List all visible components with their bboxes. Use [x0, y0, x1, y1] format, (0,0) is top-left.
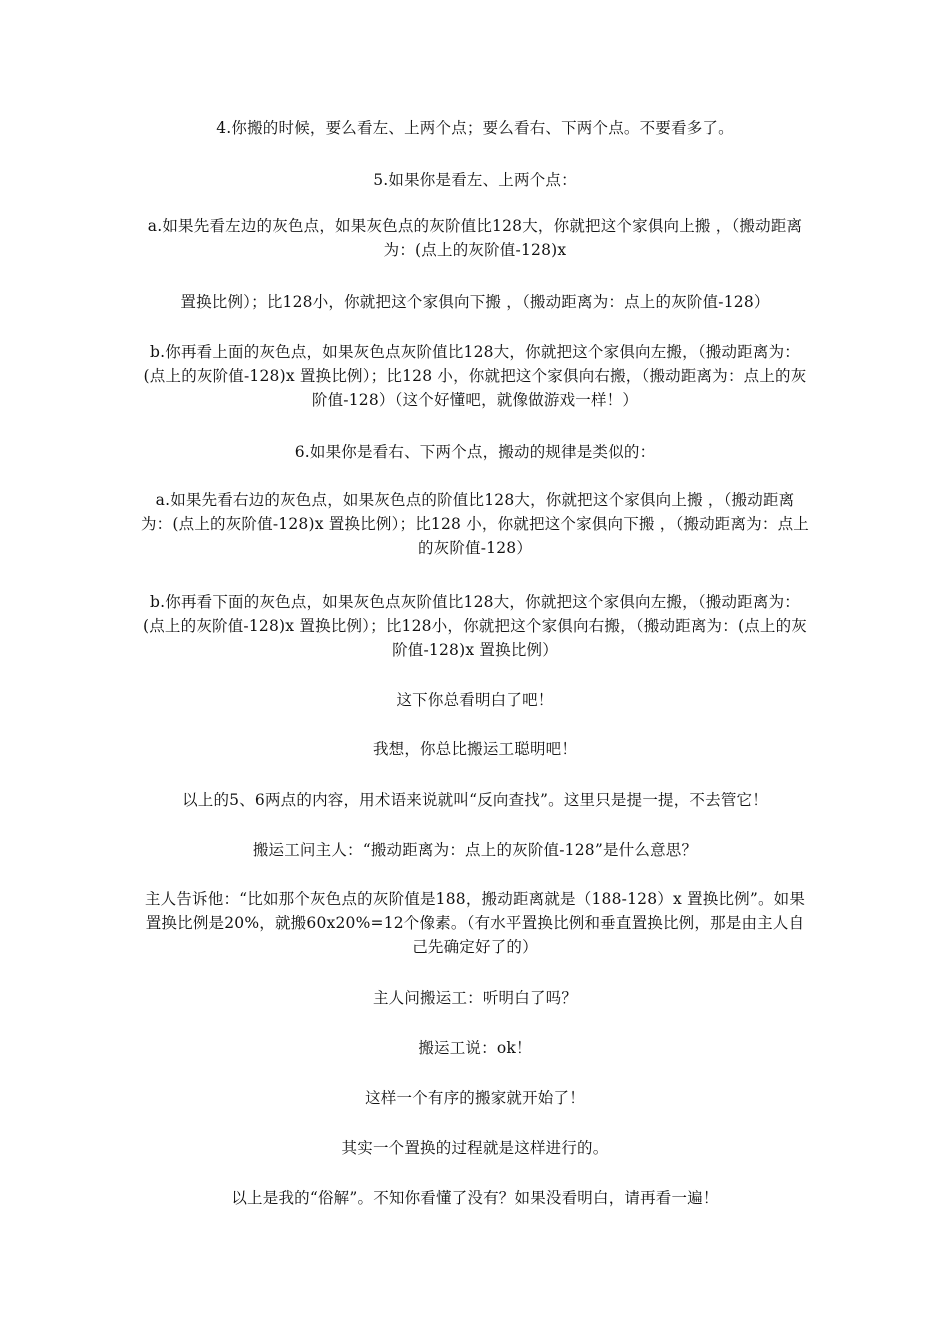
paragraph-master-asks: 主人问搬运工：听明白了吗？ [372, 989, 578, 1007]
paragraph-step-5b: b.你再看上面的灰色点，如果灰色点灰阶值比128大，你就把这个家俱向左搬，（搬动距离为：(点上的灰阶值-128)x 置换比例）；比128 小，你就把这个家俱向右搬，（搬动距离为：点上的灰阶值-128）（这个好懂吧，就像做游戏一样！） [143, 343, 807, 409]
paragraph-reverse-lookup: 以上的5、6两点的内容，用术语来说就叫“反向查找”。这里只是提一提，不去管它！ [182, 791, 768, 809]
paragraph-step-6: 6.如果你是看右、下两个点，搬动的规律是类似的： [294, 443, 656, 461]
paragraph-worker-ok: 搬运工说：ok！ [418, 1039, 532, 1057]
paragraph-step-5a: a.如果先看左边的灰色点，如果灰色点的灰阶值比128大，你就把这个家俱向上搬 ，（搬动距离为：(点上的灰阶值-128)x [147, 217, 803, 259]
paragraph-step-6a: a.如果先看右边的灰色点，如果灰色点的阶值比128大，你就把这个家俱向上搬 ，（搬动距离为：(点上的灰阶值-128)x 置换比例）；比128 小，你就把这个家俱向下搬 ，（搬动距离为：点上的灰阶值-128） [140, 491, 810, 557]
paragraph-master-answer: 主人告诉他：“比如那个灰色点的灰阶值是188，搬动距离就是（188-128）x 置换比例”。如果置换比例是20%，就搬60x20%=12个像素。（有水平置换比例和垂直置换比例，那是由主人自己先确定好了的） [144, 890, 806, 956]
paragraph-conclusion: 以上是我的“俗解”。不知你看懂了没有？如果没看明白，请再看一遍！ [231, 1189, 719, 1207]
paragraph-step-6b: b.你再看下面的灰色点，如果灰色点灰阶值比128大，你就把这个家俱向左搬，（搬动距离为：(点上的灰阶值-128)x 置换比例）；比128小，你就把这个家俱向右搬，（搬动距离为：(点上的灰阶值-128)x 置换比例） [142, 593, 808, 659]
paragraph-smarter: 我想，你总比搬运工聪明吧！ [372, 740, 578, 758]
paragraph-step-5: 5.如果你是看左、上两个点： [373, 171, 577, 189]
paragraph-step-5a-cont: 置换比例）；比128小，你就把这个家俱向下搬 ，（搬动距离为：点上的灰阶值-128） [180, 293, 770, 311]
paragraph-understood: 这下你总看明白了吧！ [396, 691, 554, 709]
paragraph-process: 其实一个置换的过程就是这样进行的。 [341, 1139, 609, 1157]
paragraph-worker-question: 搬运工问主人：“搬动距离为：点上的灰阶值-128”是什么意思？ [252, 841, 698, 859]
paragraph-move-begins: 这样一个有序的搬家就开始了！ [365, 1089, 585, 1107]
paragraph-step-4: 4.你搬的时候，要么看左、上两个点；要么看右、下两个点。不要看多了。 [216, 119, 734, 137]
